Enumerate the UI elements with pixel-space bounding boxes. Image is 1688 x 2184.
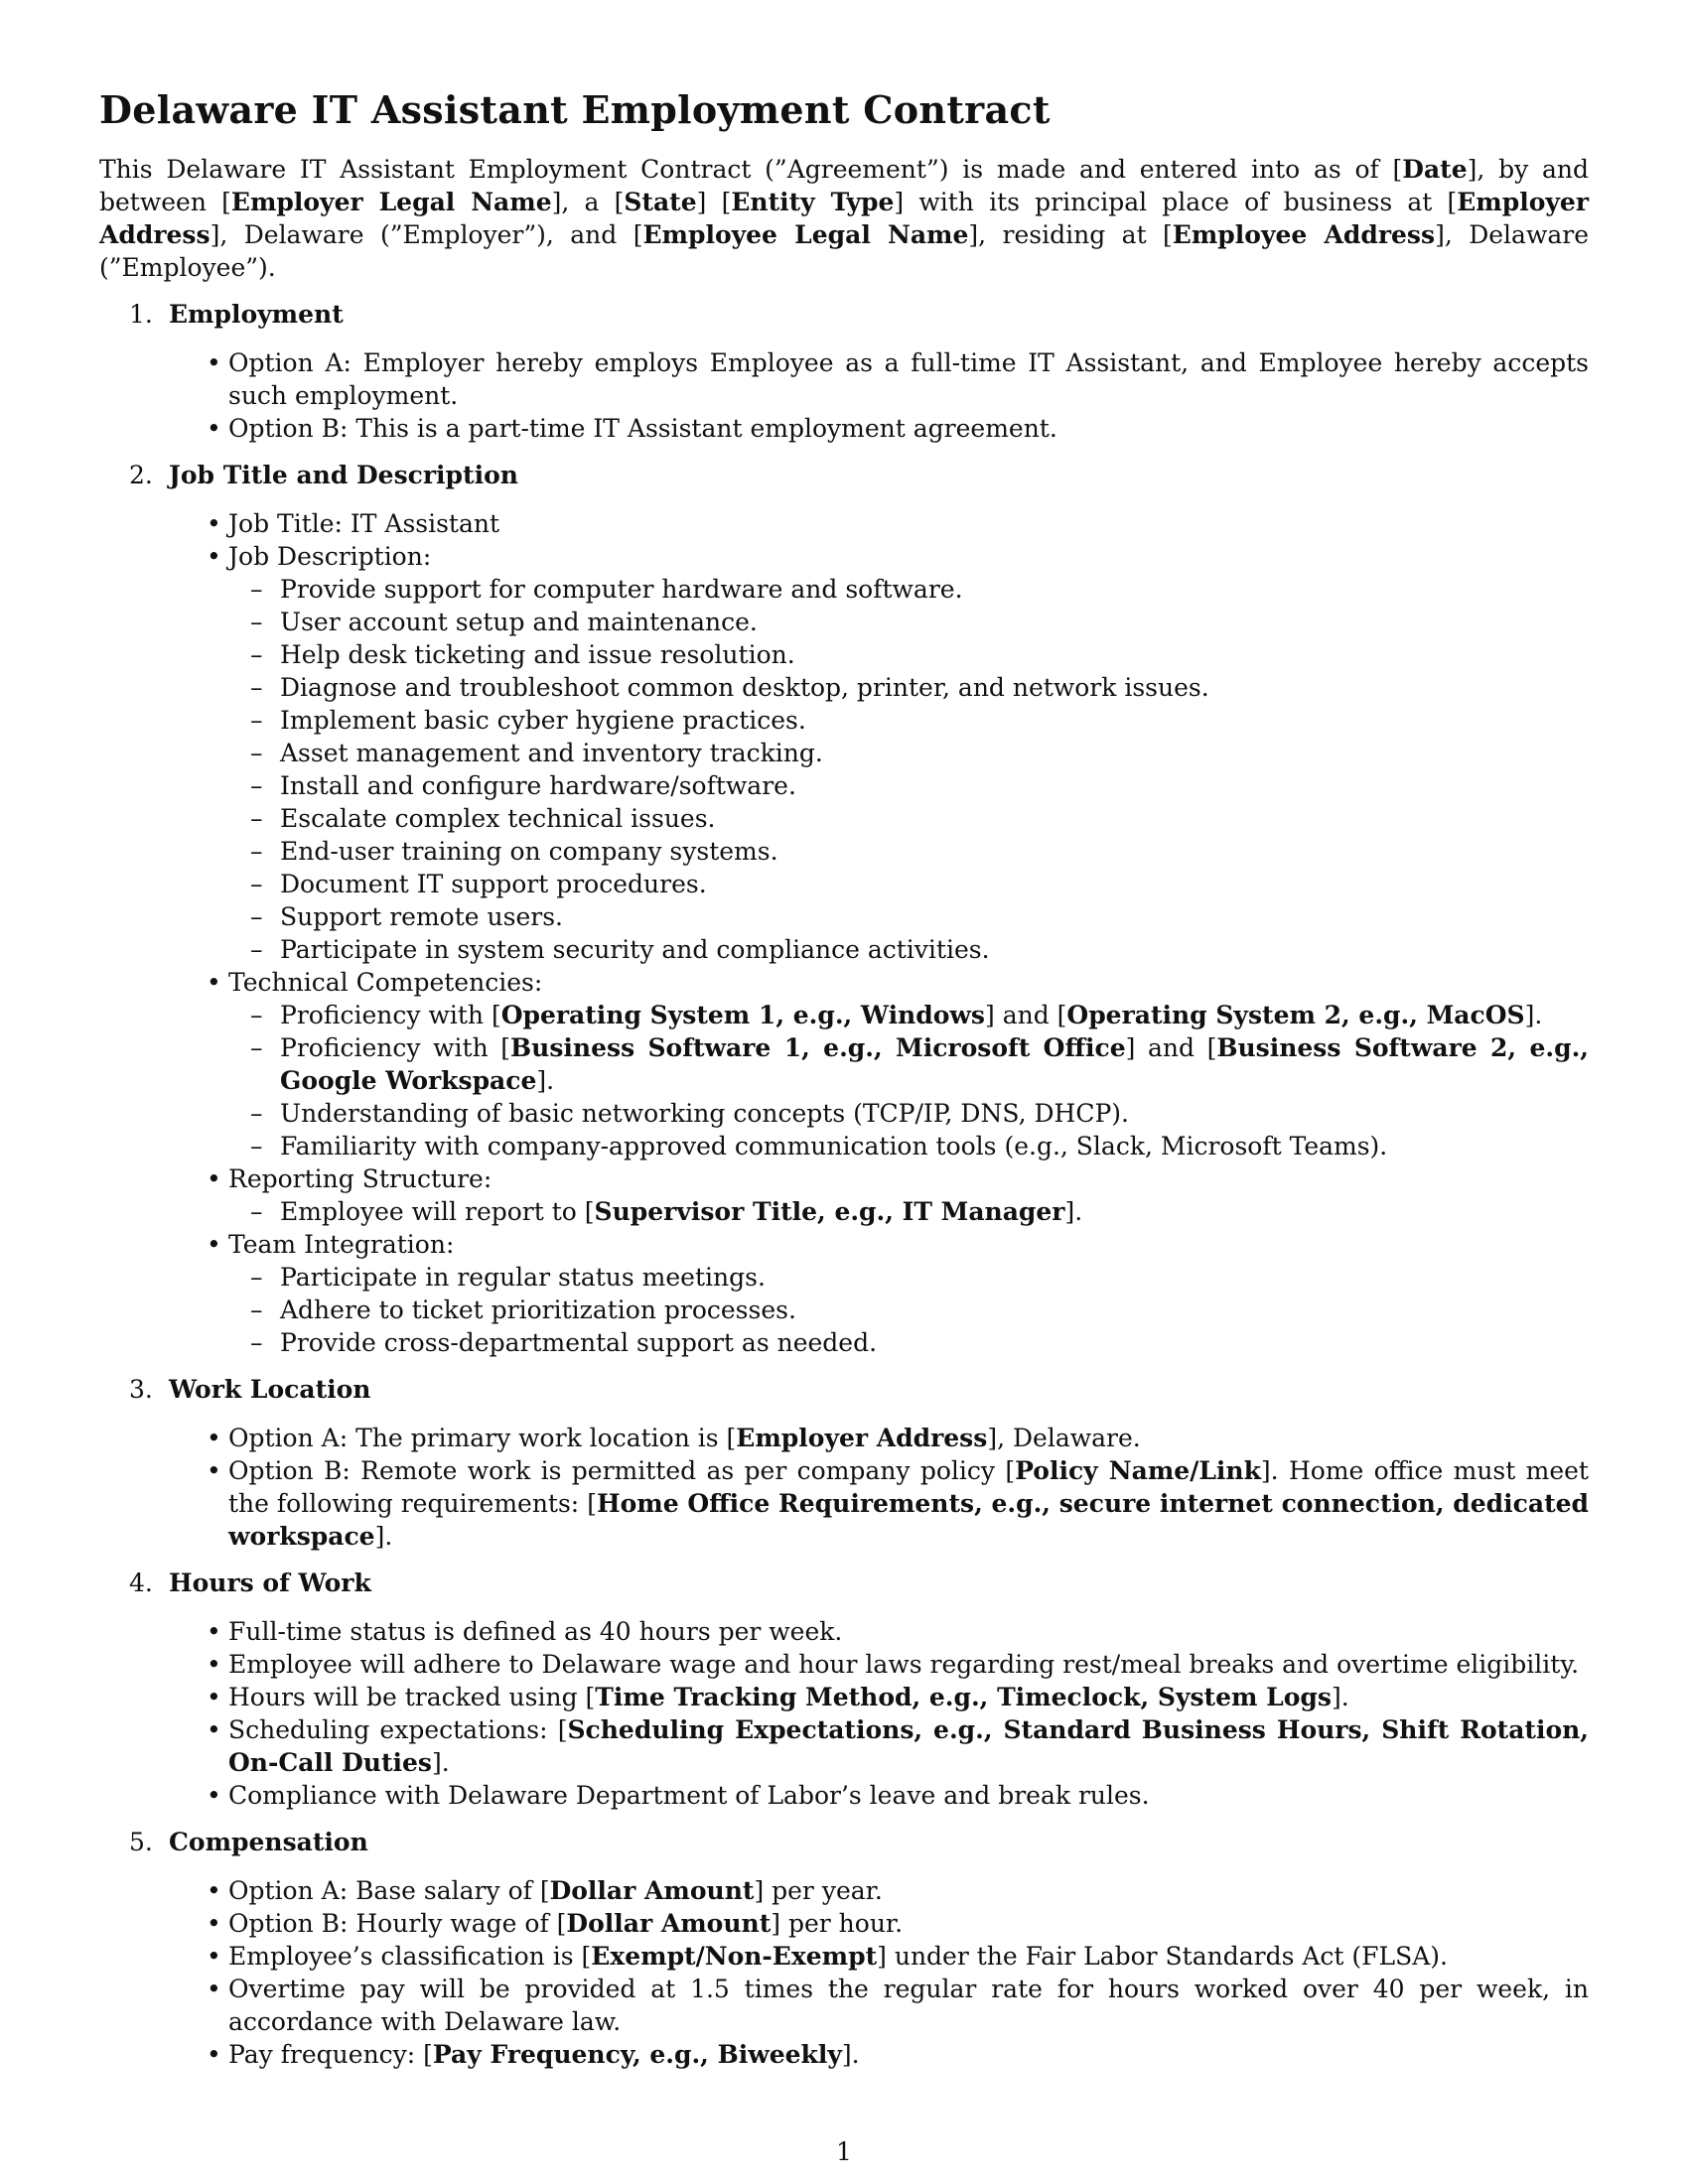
dash-list [228, 1195, 1589, 1228]
intro-text: ], a [ [551, 188, 625, 216]
section-heading [129, 298, 1589, 331]
document-title: Delaware IT Assistant Employment Contract [99, 87, 1051, 132]
list-item [228, 966, 1589, 1162]
placeholder-state: State [624, 188, 697, 216]
list-item: – Help desk ticketing and issue resolution. [280, 638, 1589, 671]
bullet-list [99, 1615, 1589, 1812]
section-heading [129, 1567, 1589, 1599]
item-text: Pay frequency: [ [228, 2040, 433, 2069]
placeholder-date: Date [1402, 155, 1468, 184]
section-title: Employment [169, 300, 344, 329]
item-text: Proficiency with [ [280, 1001, 501, 1029]
item-text: ] and [ [1125, 1033, 1217, 1062]
list-item [228, 540, 1589, 966]
section-number: 3. [129, 1375, 153, 1404]
list-item: – Adhere to ticket prioritization processes. [280, 1294, 1589, 1326]
list-item [228, 1940, 1589, 1973]
list-item: – Participate in system security and compliance activities. [280, 933, 1589, 966]
dash-list [228, 573, 1589, 966]
bullet-list [99, 1422, 1589, 1553]
list-item [228, 1681, 1589, 1713]
job-description-label: Job Description: [228, 542, 432, 571]
placeholder-employer-address: Employer Address [736, 1424, 988, 1452]
section-title: Hours of Work [169, 1569, 371, 1597]
list-item [228, 2038, 1589, 2071]
list-item: – Install and configure hardware/software. [280, 769, 1589, 802]
list-item [228, 1422, 1589, 1454]
item-text: ]. [1331, 1683, 1349, 1711]
placeholder-business-software-2: Business Software 2, e.g., Google Workspace [280, 1033, 1589, 1095]
placeholder-supervisor-title: Supervisor Title, e.g., IT Manager [594, 1197, 1065, 1226]
intro-text: ], by and between [ [99, 155, 1590, 216]
list-item: • Overtime pay will be provided at 1.5 times the regular rate for hours worked over 40 per week, in accordance with Delaware law. [228, 1973, 1589, 2038]
list-item [280, 999, 1589, 1031]
intro-text: ], Delaware (”Employer”), and [ [210, 220, 643, 249]
intro-text: ] [ [696, 188, 732, 216]
section-work-location [99, 1373, 1589, 1553]
intro-paragraph [99, 153, 1589, 284]
section-employment [99, 298, 1589, 445]
list-item: – Provide support for computer hardware and software. [280, 573, 1589, 606]
section-job-title-description [99, 459, 1589, 1359]
placeholder-employee-legal-name: Employee Legal Name [642, 220, 969, 249]
document-page [99, 87, 1589, 2085]
placeholder-scheduling-expectations: Scheduling Expectations, e.g., Standard Business Hours, Shift Rotation, On-Call Duties [228, 1715, 1590, 1777]
item-text: Option A: Base salary of [ [228, 1876, 550, 1905]
list-item [228, 1713, 1589, 1779]
team-integration-label: Team Integration: [228, 1230, 455, 1259]
section-heading [129, 1826, 1589, 1858]
list-item: – Understanding of basic networking concepts (TCP/IP, DNS, DHCP). [280, 1097, 1589, 1130]
item-text: Scheduling expectations: [ [228, 1715, 568, 1744]
item-text: ]. Home office must meet the following requirements: [ [228, 1456, 1589, 1518]
section-compensation [99, 1826, 1589, 2071]
placeholder-employer-address: Employer Address [99, 188, 1590, 249]
reporting-structure-label: Reporting Structure: [228, 1164, 492, 1193]
item-text: ]. [841, 2040, 860, 2069]
list-item: – Participate in regular status meetings. [280, 1261, 1589, 1294]
intro-text: ], residing at [ [968, 220, 1173, 249]
intro-text: ], Delaware (”Employee”). [99, 220, 1589, 282]
list-item: – Implement basic cyber hygiene practices. [280, 704, 1589, 737]
item-text: ] under the Fair Labor Standards Act (FLSA). [877, 1942, 1448, 1971]
list-item: – User account setup and maintenance. [280, 606, 1589, 638]
dash-list [228, 999, 1589, 1162]
list-item: • Employee will adhere to Delaware wage and hour laws regarding rest/meal breaks and overtime eligibility. [228, 1648, 1589, 1681]
list-item [280, 1195, 1589, 1228]
section-number: 2. [129, 461, 153, 489]
placeholder-operating-system-1: Operating System 1, e.g., Windows [500, 1001, 985, 1029]
technical-competencies-label: Technical Competencies: [228, 968, 543, 997]
bullet-list [99, 507, 1589, 1359]
item-text: ]. [432, 1748, 450, 1777]
section-number: 4. [129, 1569, 153, 1597]
placeholder-exempt-non-exempt: Exempt/Non-Exempt [591, 1942, 878, 1971]
placeholder-entity-type: Entity Type [731, 188, 895, 216]
list-item: • Option A: Employer hereby employs Employee as a full-time IT Assistant, and Employee hereby accepts such employment. [228, 346, 1589, 412]
list-item: • Full-time status is defined as 40 hours per week. [228, 1615, 1589, 1648]
placeholder-employer-legal-name: Employer Legal Name [230, 188, 552, 216]
section-number: 5. [129, 1828, 153, 1856]
item-text: Employee’s classification is [ [228, 1942, 592, 1971]
intro-text: This Delaware IT Assistant Employment Contract (”Agreement”) is made and entered into as of [ [99, 155, 1403, 184]
item-text: Hours will be tracked using [ [228, 1683, 596, 1711]
list-item: • Option B: This is a part-time IT Assistant employment agreement. [228, 412, 1589, 445]
item-text: Proficiency with [ [280, 1033, 511, 1062]
placeholder-business-software-1: Business Software 1, e.g., Microsoft Office [510, 1033, 1126, 1062]
placeholder-home-office-requirements: Home Office Requirements, e.g., secure internet connection, dedicated workspace [228, 1489, 1590, 1551]
item-text: ]. [1064, 1197, 1083, 1226]
list-item: – Document IT support procedures. [280, 868, 1589, 900]
dash-list [228, 1261, 1589, 1359]
placeholder-employee-address: Employee Address [1172, 220, 1436, 249]
list-item: – Escalate complex technical issues. [280, 802, 1589, 835]
section-heading [129, 459, 1589, 491]
list-item: • Job Title: IT Assistant [228, 507, 1589, 540]
list-item [228, 1874, 1589, 1907]
placeholder-dollar-amount: Dollar Amount [566, 1909, 772, 1938]
item-text: ] per year. [754, 1876, 883, 1905]
item-text: ]. [1524, 1001, 1543, 1029]
placeholder-time-tracking-method: Time Tracking Method, e.g., Timeclock, System Logs [595, 1683, 1332, 1711]
list-item [228, 1454, 1589, 1553]
section-hours-of-work [99, 1567, 1589, 1812]
list-item [228, 1162, 1589, 1228]
placeholder-pay-frequency: Pay Frequency, e.g., Biweekly [432, 2040, 842, 2069]
bullet-list [99, 1874, 1589, 2071]
item-text: Option A: The primary work location is [ [228, 1424, 737, 1452]
item-text: ]. [536, 1066, 555, 1095]
placeholder-policy-name-link: Policy Name/Link [1015, 1456, 1261, 1485]
list-item: – Asset management and inventory tracking. [280, 737, 1589, 769]
section-title: Job Title and Description [169, 461, 518, 489]
item-text: Employee will report to [ [280, 1197, 595, 1226]
list-item: – Support remote users. [280, 900, 1589, 933]
section-title: Compensation [169, 1828, 368, 1856]
item-text: Option B: Remote work is permitted as per company policy [ [228, 1456, 1016, 1485]
list-item: – Familiarity with company-approved communication tools (e.g., Slack, Microsoft Teams). [280, 1130, 1589, 1162]
page-number: 1 [836, 2137, 852, 2166]
list-item: – Diagnose and troubleshoot common desktop, printer, and network issues. [280, 671, 1589, 704]
list-item: • Compliance with Delaware Department of Labor’s leave and break rules. [228, 1779, 1589, 1812]
list-item: – End-user training on company systems. [280, 835, 1589, 868]
intro-text: ] with its principal place of business at [ [894, 188, 1458, 216]
list-item: – Provide cross-departmental support as needed. [280, 1326, 1589, 1359]
item-text: ], Delaware. [987, 1424, 1141, 1452]
section-heading [129, 1373, 1589, 1406]
list-item [228, 1907, 1589, 1940]
item-text: ] and [ [985, 1001, 1067, 1029]
placeholder-operating-system-2: Operating System 2, e.g., MacOS [1066, 1001, 1525, 1029]
bullet-list [99, 346, 1589, 445]
item-text: ] per hour. [771, 1909, 904, 1938]
section-number: 1. [129, 300, 153, 329]
item-text: Option B: Hourly wage of [ [228, 1909, 567, 1938]
list-item [228, 1228, 1589, 1359]
section-title: Work Location [169, 1375, 371, 1404]
list-item [280, 1031, 1589, 1097]
placeholder-dollar-amount: Dollar Amount [549, 1876, 755, 1905]
item-text: ]. [374, 1522, 393, 1551]
